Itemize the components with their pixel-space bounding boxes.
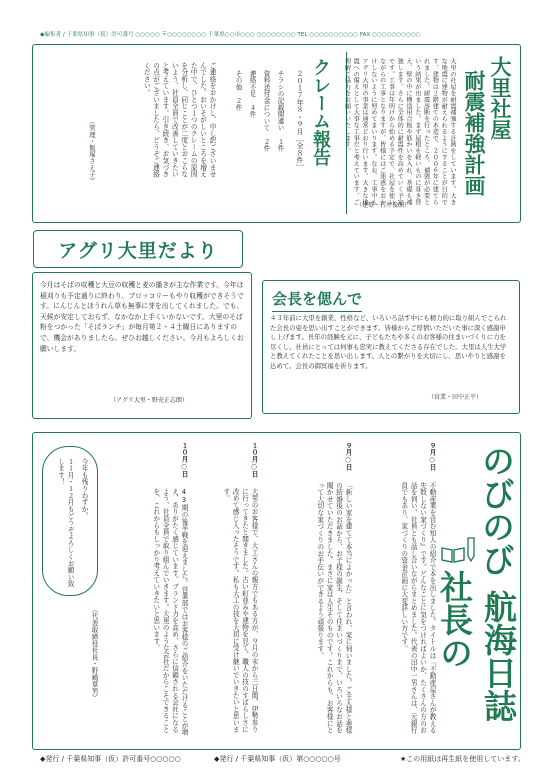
memorial-signature: （営業・田中正平） xyxy=(428,394,483,401)
seismic-title-line2: 耐震補強計画 xyxy=(462,70,486,196)
claims-title: クレーム報告 xyxy=(310,58,331,166)
closing-title: 今年も残りわずか。 xyxy=(80,458,88,520)
claims-item: チラシの記載間違い １件 xyxy=(276,70,284,152)
log-entry-date: １０月○日 xyxy=(180,442,188,478)
claims-item: 連絡不足 ４件 xyxy=(248,70,256,118)
log-entry-date: ９月○日 xyxy=(344,442,352,471)
claims-item: 資料送付金について ２件 xyxy=(262,70,270,152)
closing-body: １１月・１２月もどうぞよろしくお願い致します！ xyxy=(56,458,74,588)
agri-signature: （アグリ大里・野売正志朗） xyxy=(110,397,188,404)
agri-title: アグリ大里だより xyxy=(58,239,218,262)
memorial-body: ４３年前に大里を創業、性格など、いろいろ話す中にも精力的に取り組んでこられた会長の姿を思い出すことができます。皆様からご厚情いただいた事に深く感謝申し上げます。長年の経験を元に、子どもたちや多くのお客様の住まいづくりに力を尽くし、社員にとっては何事も忠実に教えてくださる存在でした。大里は人生大学と教えてくれたことを思い出します。人との繋がりを大切にし、思いやりと感謝を込めて。会長の御冥福を祈ります。 xyxy=(270,314,507,370)
log-signature: （代表取締役社長・野崎章男） xyxy=(90,606,98,702)
log-title-line1: のびのび xyxy=(477,444,516,576)
log-title-line3: 航海日誌 xyxy=(479,590,518,722)
log-entry-text: 43期の後半戦を迎えました。営業部ではお客様のご紹介をいただけることが増え、ありがたく感じています。ブランド力を高め、さらに信頼される会社になるよう、社員全員で取り組んでいきます。大里のような会社だからこそできることを、これからもしっかり考えていきたいと思います。 xyxy=(151,488,188,736)
memorial-title: 会長を偲んで xyxy=(272,288,362,312)
claims-list xyxy=(222,70,286,200)
claims-period: ２０１７年８・９月［全８件］ xyxy=(296,70,304,171)
claims-item: その他 ２件 xyxy=(234,70,242,111)
header-info-line: ◆編集者 / 千葉県知事（仮）許可番号 ○○○○○ 〒○○○○○○○○ 千葉県○○市○○○ ○○○○○○○○ TEL ○○○○○○○○○○ FAX ○○○○○○○○○○ xyxy=(40,32,421,38)
seismic-title-line1: 大里社屋 xyxy=(488,56,512,140)
log-entry-date: ９月○日 xyxy=(428,442,436,471)
pencil-icon xyxy=(464,536,478,562)
book-icon xyxy=(440,544,466,564)
footer-right: ★この用紙は再生紙を使用しています。 xyxy=(400,755,525,763)
log-entry-text: 「新しい家を建てて本当によかった」と言われ、家に伺いました。ご主人様と奥様の結婚後のお話から、お子様の誕生、そして住まいづくりまで、いろいろなお話を聞かせていただきました。まさに家は人生そのものです。これからも、お客様にとって大切な家づくりのお手伝いができるよう頑張ります。 xyxy=(315,482,352,734)
log-title-line2: 社長の xyxy=(435,570,474,669)
agri-title-banner xyxy=(33,230,243,268)
footer-middle: ◆発行 / 千葉県知事（仮）第○○○○○号 xyxy=(214,755,341,763)
claims-signature: （管理・飯塚さえ子） xyxy=(88,118,96,184)
footer-left: ◆発行 / 千葉県知事（仮）許可番号○○○○○ xyxy=(40,755,181,763)
claims-body: ご連絡をおかけし、申し訳ございませんでした。おいそがしいところを増えた中で、ひとつ１つのクレームの原因を分析し、同じことが二度とおこらないよう、社員全員で改善していきたいと考えています。引き続き、お気づきの点がございましたら、どうぞご連絡ください。 xyxy=(142,62,216,178)
seismic-body: 大里の社屋を耐震補強する計画をしています。大きな地震に建物が耐えられるようにすることが目的です。建物は２階建ての木造で、２００６年に建てられました。耐震診断を行ったところ、補強が必要という結果が出ました。まず屋根を軽いものに葺き替え、壁の中に構造用合板や筋かいを入れ、基礎も補強します。さらに全体的に耐震性を高めていく予定です。工事は年明けから始める予定で、社屋を使いながらの工事となりますが、皆様にはご迷惑をおかけしないように努めてまいります。なお、工事中もアグリ大里の事業は通常どおり行います。大きな地震への備えとして大事な工事だと考えています。ご理解ご協力をお願いいたします。 xyxy=(343,58,456,206)
log-entry-text: 不動産業を営む知人の紹介で本を出しました。タイトルは『不動産屋さんが教える失敗しない家づくり』です。どんなことに気をつければよいか、たくさんの方のお話を伺い、社員とも話し合いながらまとめました。代表の田中一男さんは、元銀行員でもあり、家づくりの資金計画に大変詳しい方です。 xyxy=(399,482,436,734)
seismic-signature: （建築・石井俊朗） xyxy=(356,202,411,209)
claims-body-continued xyxy=(40,62,80,162)
log-entry-text: 大里のお客様で、大工さんの親方でもある方が、９月の末から三日間、伊勢参りに行ってきたと聞きました。古い町並みや建物を見て、職人の技のすばらしさに改めて感じ入ったそうです。私も大工の技を大切に受け継いでいきたいと思います。 xyxy=(221,488,258,733)
log-entry-date: １０月○日 xyxy=(250,442,258,478)
agri-body: 今月はそばの収穫と大豆の収穫と麦の播きが主な作業です。今年は稲刈りも予定通りに終わり、ブロッコリーもやり収穫ができそうです。にんじんとほうれん草も無事に芽を出してくれました。でも、天候が安定しておらず、なかなか上手くいかないです。大里のそば粉をつかった「そばランチ」が毎月第２・４土曜日にありますので、機会がありましたら、ぜひお越しください。今月もよろしくお願いします。 xyxy=(40,281,244,353)
